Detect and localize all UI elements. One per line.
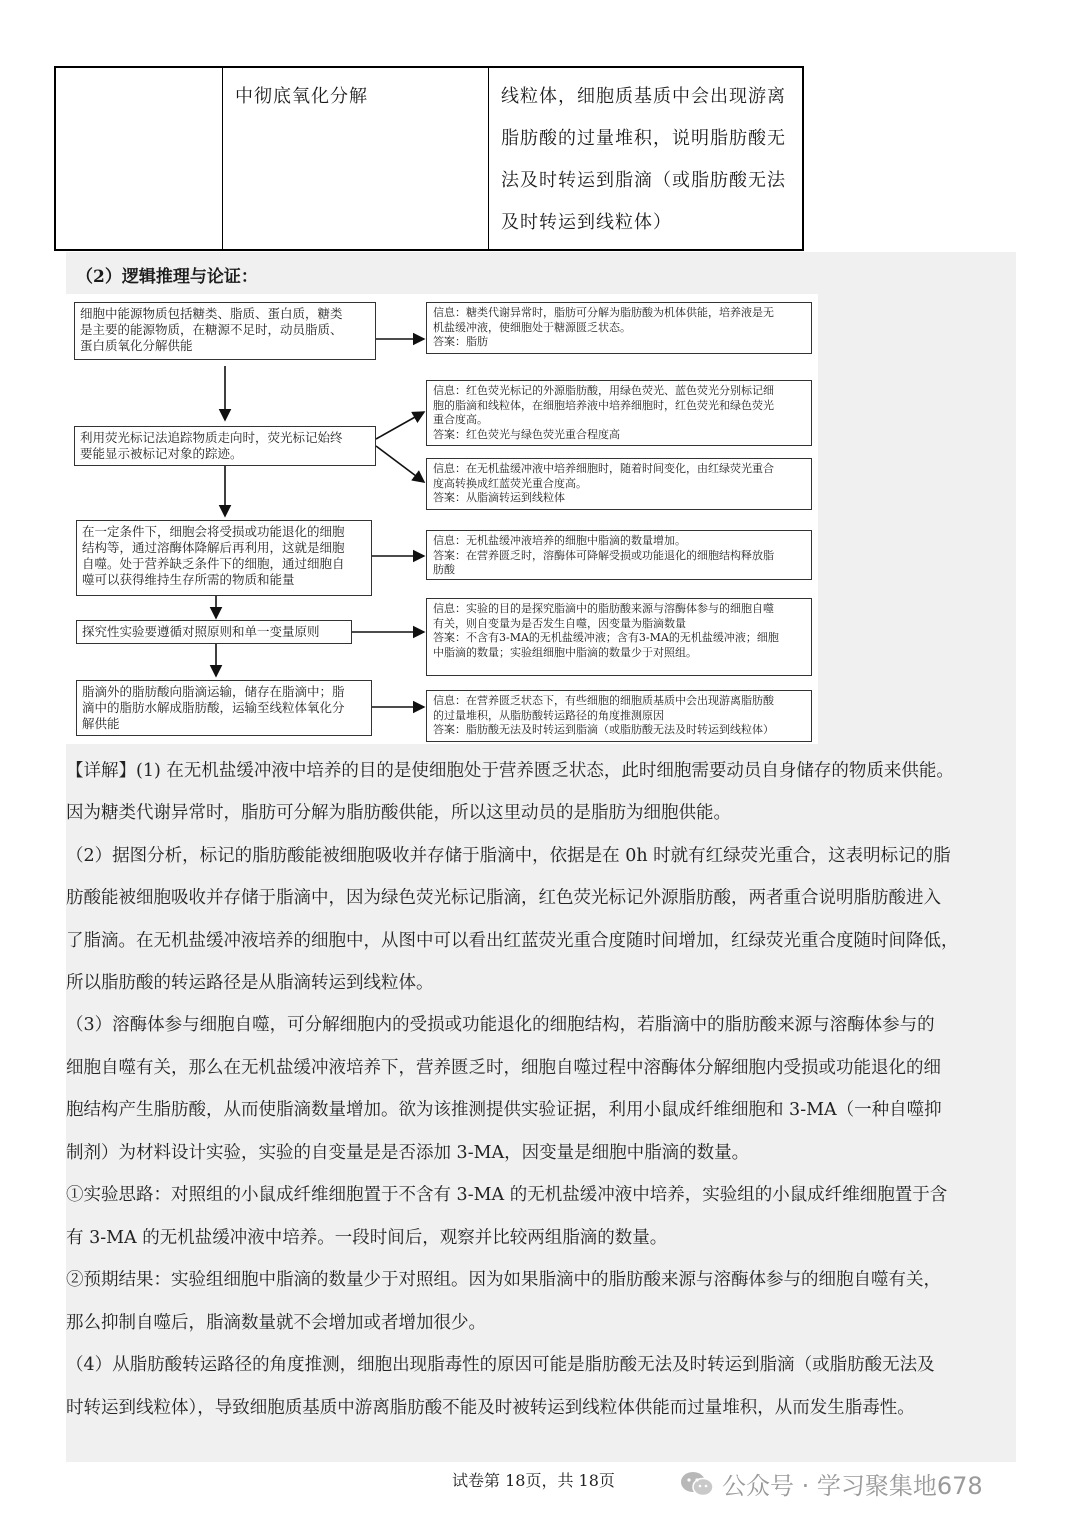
explanation-line: 那么抑制自噬后，脂滴数量就不会增加或者增加很少。 <box>66 1313 486 1333</box>
info-box-6 <box>426 690 812 742</box>
box-line: 信息：在无机盐缓冲液中培养细胞时，随着时间变化，由红绿荧光重合 <box>433 462 774 475</box>
section-title: （2）逻辑推理与论证： <box>76 267 258 287</box>
info-box-5 <box>426 598 812 676</box>
explanation-line: （2）据图分析，标记的脂肪酸能被细胞吸收并存储于脂滴中，依据是在 0h 时就有红绿荧光重合，这表明标记的脂 <box>66 846 951 866</box>
explanation-line: 了脂滴。在无机盐缓冲液培养的细胞中，从图中可以看出红蓝荧光重合度随时间增加，红绿荧光重合度随时间降低， <box>66 931 959 951</box>
premise-box-2 <box>74 426 376 466</box>
table-cell-reason <box>489 68 802 249</box>
wechat-icon <box>680 1470 714 1498</box>
box-line: 自噬。处于营养缺乏条件下的细胞，通过细胞自 <box>82 556 345 571</box>
box-line: 在一定条件下，细胞会将受损或功能退化的细胞 <box>82 524 345 539</box>
box-line: 有关，则自变量为是否发生自噬，因变量为脂滴数量 <box>433 616 686 630</box>
page-footer: 试卷第 18页，共 18页 <box>452 1471 615 1490</box>
table-cell-method <box>223 68 489 249</box>
box-line: 信息：糖类代谢异常时，脂肪可分解为脂肪酸为机体供能，培养液是无 <box>433 306 774 319</box>
info-box-2 <box>426 380 812 446</box>
box-line: 机盐缓冲液，使细胞处于糖源匮乏状态。 <box>433 320 631 334</box>
premise-box-5 <box>76 680 372 736</box>
box-line: 蛋白质氧化分解供能 <box>80 338 193 353</box>
box-line: 解供能 <box>82 716 120 731</box>
box-line: 度高转换成红蓝荧光重合度高。 <box>433 476 587 490</box>
box-line: 的过量堆积，从脂肪酸转运路径的角度推测原因 <box>433 708 664 722</box>
box-line: 重合度高。 <box>433 413 488 426</box>
explanation-line: （3）溶酶体参与细胞自噬，可分解细胞内的受损或功能退化的细胞结构，若脂滴中的脂肪酸来源与溶酶体参与的 <box>66 1015 935 1035</box>
logic-diagram <box>66 294 818 744</box>
box-line: 信息：无机盐缓冲液培养的细胞中脂滴的数量增加。 <box>433 534 686 547</box>
table-line: 及时转运到线粒体） <box>501 212 672 233</box>
box-line: 是主要的能源物质，在糖源不足时，动员脂质、 <box>80 322 343 337</box>
diagram-arrows <box>66 294 818 744</box>
table-line: 法及时转运到脂滴（或脂肪酸无法 <box>501 170 786 191</box>
watermark-text: 公众号 · 学习聚集地678 <box>722 1472 983 1500</box>
explanation-line: 因为糖类代谢异常时，脂肪可分解为脂肪酸供能，所以这里动员的是脂肪为细胞供能。 <box>66 803 731 823</box>
box-line: 答案：在营养匮乏时，溶酶体可降解受损或功能退化的细胞结构释放脂 <box>433 548 774 562</box>
box-line: 答案：不含有3-MA的无机盐缓冲液；含有3-MA的无机盐缓冲液；细胞 <box>433 631 779 644</box>
box-line: 信息：在营养匮乏状态下，有些细胞的细胞质基质中会出现游离脂肪酸 <box>433 694 774 707</box>
box-line: 细胞中能源物质包括糖类、脂质、蛋白质，糖类 <box>80 306 343 321</box>
info-box-4 <box>426 530 812 580</box>
explanation-line: 肪酸能被细胞吸收并存储于脂滴中，因为绿色荧光标记脂滴，红色荧光标记外源脂肪酸，两者重合说明脂肪酸进入 <box>66 888 941 908</box>
explanation-line: （4）从脂肪酸转运路径的角度推测，细胞出现脂毒性的原因可能是脂肪酸无法及时转运到脂滴（或脂肪酸无法及 <box>66 1355 935 1375</box>
box-line: 噬可以获得维持生存所需的物质和能量 <box>82 572 295 587</box>
table-cell-empty <box>56 68 223 249</box>
table-line: 线粒体，细胞质基质中会出现游离 <box>501 86 786 107</box>
explanation-line: 有 3-MA 的无机盐缓冲液中培养。一段时间后，观察并比较两组脂滴的数量。 <box>66 1228 668 1248</box>
box-line: 信息：实验的目的是探究脂滴中的脂肪酸来源与溶酶体参与的细胞自噬 <box>433 602 774 615</box>
explanation-line: 细胞自噬有关，那么在无机盐缓冲液培养下，营养匮乏时，细胞自噬过程中溶酶体分解细胞内受损或功能退化的细 <box>66 1058 941 1078</box>
explanation-line: 制剂）为材料设计实验，实验的自变量是是否添加 3-MA，因变量是细胞中脂滴的数量。 <box>66 1143 750 1163</box>
box-line: 答案：脂肪酸无法及时转运到脂滴（或脂肪酸无法及时转运到线粒体） <box>433 723 774 736</box>
box-line: 中脂滴的数量；实验组细胞中脂滴的数量少于对照组。 <box>433 645 697 659</box>
explanation-line: ②预期结果：实验组细胞中脂滴的数量少于对照组。因为如果脂滴中的脂肪酸来源与溶酶体参与的细胞自噬有关， <box>66 1270 941 1290</box>
box-line: 答案：从脂滴转运到线粒体 <box>433 491 565 504</box>
box-line: 结构等，通过溶酶体降解后再利用，这就是细胞 <box>82 540 345 555</box>
box-line: 利用荧光标记法追踪物质走向时，荧光标记始终 <box>80 430 343 445</box>
info-box-3 <box>426 458 812 510</box>
answer-table <box>54 66 804 251</box>
box-line: 要能显示被标记对象的踪迹。 <box>80 446 243 461</box>
box-line: 肪酸 <box>433 563 455 576</box>
box-line: 胞的脂滴和线粒体，在细胞培养液中培养细胞时，红色荧光和绿色荧光 <box>433 398 774 412</box>
explanation-line: 时转运到线粒体），导致细胞质基质中游离脂肪酸不能及时被转运到线粒体供能而过量堆积，从而发生脂毒性。 <box>66 1398 915 1418</box>
table-cell-text <box>489 68 802 244</box>
table-cell-text: 中彻底氧化分解 <box>235 86 368 107</box>
box-line: 探究性实验要遵循对照原则和单一变量原则 <box>82 624 320 639</box>
box-line: 答案：红色荧光与绿色荧光重合程度高 <box>433 427 620 441</box>
premise-box-1 <box>74 302 376 360</box>
explanation-line: 所以脂肪酸的转运路径是从脂滴转运到线粒体。 <box>66 973 434 993</box>
info-box-1 <box>426 302 812 354</box>
explanation-line: 【详解】(1) 在无机盐缓冲液中培养的目的是使细胞处于营养匮乏状态，此时细胞需要动员自身储存的物质来供能。 <box>66 761 954 781</box>
watermark <box>680 1466 983 1501</box>
box-line: 答案：脂肪 <box>433 335 488 348</box>
explanation-line: 胞结构产生脂肪酸，从而使脂滴数量增加。欲为该推测提供实验证据，利用小鼠成纤维细胞和 3-MA（一种自噬抑 <box>66 1100 942 1120</box>
premise-box-4 <box>76 620 352 644</box>
box-line: 脂滴外的脂肪酸向脂滴运输，储存在脂滴中；脂 <box>82 684 345 699</box>
explanation-line: ①实验思路：对照组的小鼠成纤维细胞置于不含有 3-MA 的无机盐缓冲液中培养，实验组的小鼠成纤维细胞置于含 <box>66 1185 948 1205</box>
table-line: 脂肪酸的过量堆积，说明脂肪酸无 <box>501 128 786 149</box>
box-line: 滴中的脂肪水解成脂肪酸，运输至线粒体氧化分 <box>82 700 345 715</box>
premise-box-3 <box>76 520 372 596</box>
box-line: 信息：红色荧光标记的外源脂肪酸，用绿色荧光、蓝色荧光分别标记细 <box>433 384 774 397</box>
